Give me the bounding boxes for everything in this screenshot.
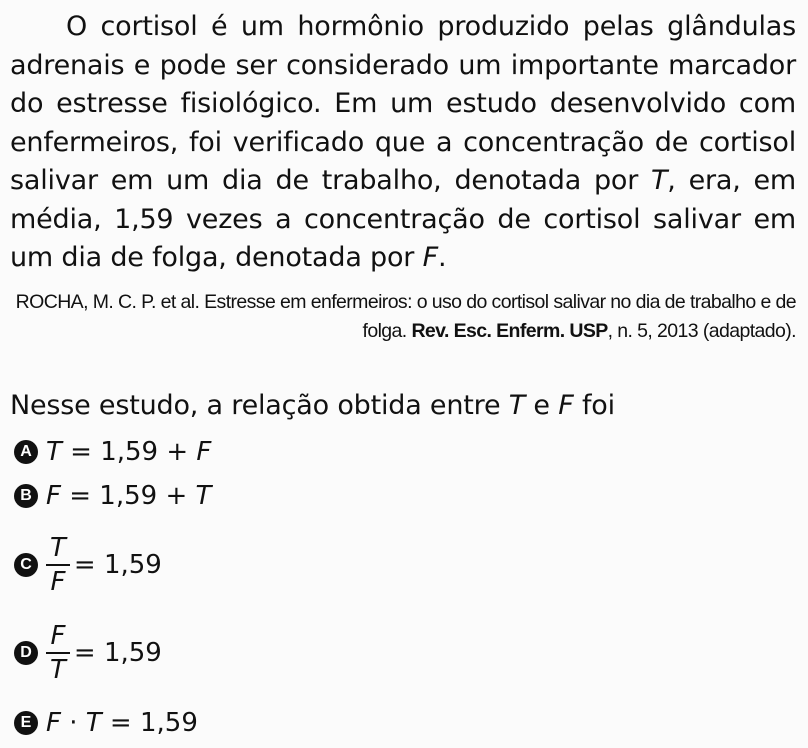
paragraph-text-3: . — [437, 242, 447, 273]
option-d-fraction — [46, 620, 70, 686]
answer-options — [10, 430, 796, 748]
option-b[interactable] — [14, 474, 796, 518]
option-e-expression: F · T = 1,59 — [46, 707, 198, 738]
option-letter-badge: C — [14, 553, 38, 577]
variable-t: T — [651, 165, 668, 196]
prompt-text-1: Nesse estudo, a relação obtida entre — [10, 389, 509, 421]
option-c[interactable] — [14, 522, 796, 608]
prompt-variable-f: F — [558, 389, 574, 421]
fraction-denominator: T — [50, 654, 66, 685]
option-d[interactable] — [14, 610, 796, 696]
option-d-value: = 1,59 — [73, 637, 162, 668]
option-e[interactable] — [14, 698, 796, 748]
option-c-value: = 1,59 — [73, 549, 162, 580]
option-letter-badge: B — [14, 484, 38, 508]
prompt-text-3: foi — [573, 389, 615, 421]
option-c-fraction — [46, 532, 70, 598]
fraction-numerator: T — [50, 532, 66, 563]
question-text — [10, 8, 796, 278]
variable-f: F — [422, 242, 438, 273]
prompt-text-2: e — [525, 389, 559, 421]
option-letter-badge: A — [14, 440, 38, 464]
option-a[interactable] — [14, 430, 796, 474]
fraction-numerator: F — [50, 620, 66, 651]
reference-authors: ROCHA, M. C. P. et al. Estresse em enfermeiros: o uso do cortisol salivar no dia de trabalho e de folga. — [15, 290, 796, 342]
option-a-expression: T = 1,59 + F — [46, 436, 212, 467]
option-letter-badge: E — [14, 711, 38, 735]
paragraph-text-2: , era, em média, 1,59 vezes a concentração de cortisol salivar em um dia de folga, denotada por — [10, 165, 797, 273]
reference-tail: , n. 5, 2013 (adaptado). — [607, 319, 796, 342]
source-reference — [10, 288, 796, 346]
paragraph-text-1: O cortisol é um hormônio produzido pelas glândulas adrenais e pode ser considerado um importante marcador do estresse fisiológico. Em um estudo desenvolvido com enfermeiros, foi verificado que a concentração de cortisol salivar em um dia de trabalho, denotada por — [10, 11, 796, 196]
option-letter-badge: D — [14, 641, 38, 665]
fraction-denominator: F — [50, 566, 66, 597]
option-b-expression: F = 1,59 + T — [46, 480, 212, 511]
prompt-variable-t: T — [508, 389, 526, 421]
reference-journal: Rev. Esc. Enferm. USP — [411, 319, 608, 342]
question-prompt — [10, 388, 796, 424]
